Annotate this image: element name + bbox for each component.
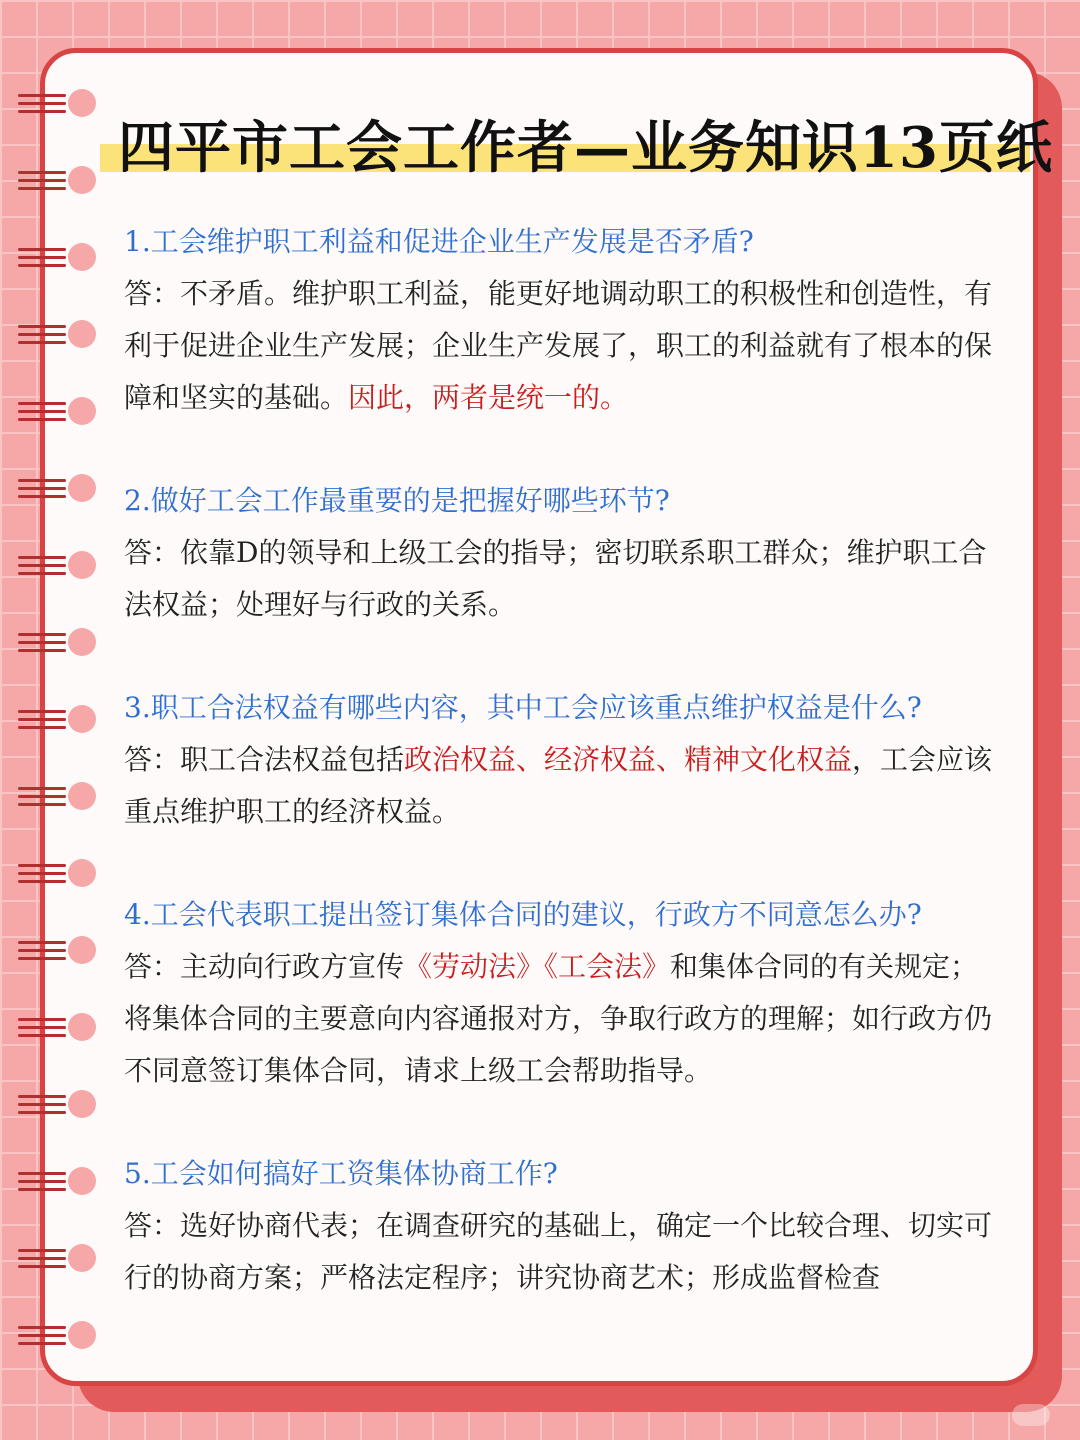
answer-text: ，工会应该重点维护职工的经济权益。 (124, 743, 993, 828)
answer-3 (124, 734, 994, 838)
question-1: 1.工会维护职工利益和促进企业生产发展是否矛盾? (124, 225, 754, 258)
spiral-ring (18, 1318, 100, 1352)
question-5: 5.工会如何搞好工资集体协商工作? (124, 1157, 558, 1190)
spiral-ring (18, 86, 100, 120)
spiral-ring (18, 1241, 100, 1275)
answer-5 (124, 1200, 994, 1304)
answer-1 (124, 268, 994, 424)
spiral-ring (18, 1087, 100, 1121)
answer-text: 答：主动向行政方宣传 (124, 950, 405, 983)
spiral-ring (18, 1010, 100, 1044)
qa-item-1 (124, 216, 994, 424)
spiral-ring (18, 240, 100, 274)
spiral-ring (18, 625, 100, 659)
spiral-ring (18, 471, 100, 505)
answer-highlight: 因此，两者是统一的。 (348, 381, 629, 414)
spiral-binding (18, 86, 100, 1366)
spiral-ring (18, 779, 100, 813)
spiral-ring (18, 163, 100, 197)
spiral-ring (18, 1164, 100, 1198)
qa-item-5 (124, 1148, 994, 1304)
answer-text: 答：不矛盾。维护职工利益，能更好地调动职工的积极性和创造性，有利于促进企业生产发展；企业生产发展了，职工的利益就有了根本的保障和坚实的基础。 (124, 277, 993, 414)
answer-4 (124, 941, 994, 1097)
title-block (100, 100, 1053, 181)
question-2: 2.做好工会工作最重要的是把握好哪些环节? (124, 484, 670, 517)
answer-text: 和集体合同的有关规定；将集体合同的主要意向内容通报对方，争取行政方的理解；如行政方仍不同意签订集体合同，请求上级工会帮助指导。 (124, 950, 993, 1087)
watermark-badge (1012, 1404, 1050, 1426)
qa-item-2 (124, 475, 994, 631)
spiral-ring (18, 933, 100, 967)
qa-item-3 (124, 682, 994, 838)
page-title: 四平市工会工作者—业务知识13页纸 (118, 115, 1053, 181)
question-3: 3.职工合法权益有哪些内容，其中工会应该重点维护权益是什么? (124, 691, 922, 724)
answer-highlight: 政治权益、经济权益、精神文化权益 (404, 743, 853, 776)
spiral-ring (18, 548, 100, 582)
qa-item-4 (124, 889, 994, 1097)
spiral-ring (18, 317, 100, 351)
spiral-ring (18, 702, 100, 736)
answer-text: 答：职工合法权益包括 (124, 743, 405, 776)
answer-2 (124, 527, 994, 631)
spiral-ring (18, 394, 100, 428)
answer-text: 答：依靠D的领导和上级工会的指导；密切联系职工群众；维护职工合法权益；处理好与行政的关系。 (124, 536, 987, 621)
spiral-ring (18, 856, 100, 890)
answer-highlight: 《劳动法》《工会法》 (404, 950, 671, 983)
answer-text: 答：选好协商代表；在调查研究的基础上，确定一个比较合理、切实可行的协商方案；严格法定程序；讲究协商艺术；形成监督检查 (124, 1209, 993, 1294)
question-4: 4.工会代表职工提出签订集体合同的建议，行政方不同意怎么办? (124, 898, 922, 931)
